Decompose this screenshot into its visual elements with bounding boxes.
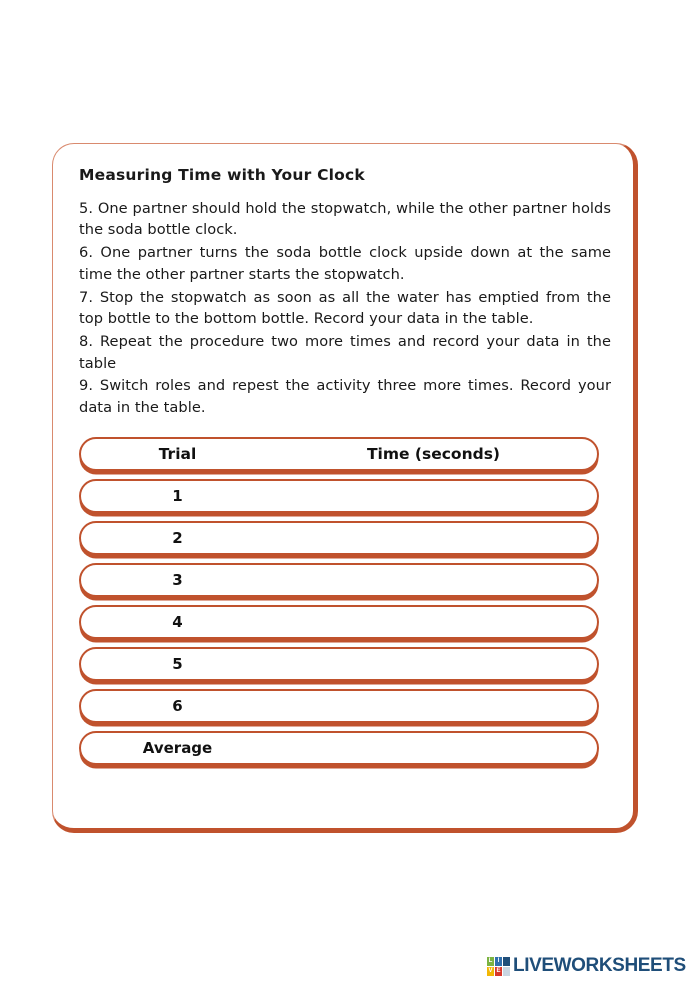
liveworksheets-logo-text: LIVEWORKSHEETS — [513, 955, 686, 976]
liveworksheets-logo[interactable] — [487, 955, 686, 977]
cell-trial-label: 1 — [172, 486, 183, 505]
instruction-step-6: 6. One partner turns the soda bottle clock upside down at the same time the other partner starts the stopwatch. — [79, 244, 611, 283]
table-header-row — [79, 437, 599, 471]
table-row[interactable] — [79, 479, 599, 513]
instruction-step-5: 5. One partner should hold the stopwatch, while the other partner holds the soda bottle clock. — [79, 199, 611, 239]
cell-trial-label: 6 — [172, 696, 183, 715]
worksheet-content — [79, 166, 611, 765]
table-row-average[interactable] — [79, 731, 599, 765]
liveworksheets-logo-icon — [487, 957, 510, 976]
instruction-step-8: 8. Repeat the procedure two more times and record your data in the table — [79, 333, 611, 372]
logo-square-i: I — [495, 957, 502, 966]
worksheet-card — [52, 143, 638, 833]
table-row[interactable] — [79, 605, 599, 639]
logo-square-l: L — [488, 957, 493, 964]
logo-square-e: E — [496, 967, 501, 974]
table-row[interactable] — [79, 689, 599, 723]
column-header-trial: Trial — [158, 444, 197, 463]
trial-data-table — [79, 437, 599, 765]
table-row[interactable] — [79, 521, 599, 555]
cell-trial-label: 4 — [172, 612, 183, 631]
table-row[interactable] — [79, 647, 599, 681]
cell-trial-label: 3 — [172, 570, 183, 589]
logo-square-bar-2 — [503, 967, 510, 976]
logo-square-v: V — [488, 967, 493, 974]
cell-trial-label: 2 — [172, 528, 183, 547]
cell-trial-label: Average — [142, 738, 213, 757]
instruction-step-9: 9. Switch roles and repest the activity three more times. Record your data in the table. — [79, 377, 611, 417]
page-title: Measuring Time with Your Clock — [79, 166, 365, 184]
logo-square-bar-1 — [503, 957, 510, 966]
column-header-time: Time (seconds) — [366, 444, 501, 463]
cell-trial-label: 5 — [172, 654, 183, 673]
instruction-step-7: 7. Stop the stopwatch as soon as all the water has emptied from the top bottle to the bottom bottle. Record your data in the table. — [79, 288, 611, 328]
table-row[interactable] — [79, 563, 599, 597]
